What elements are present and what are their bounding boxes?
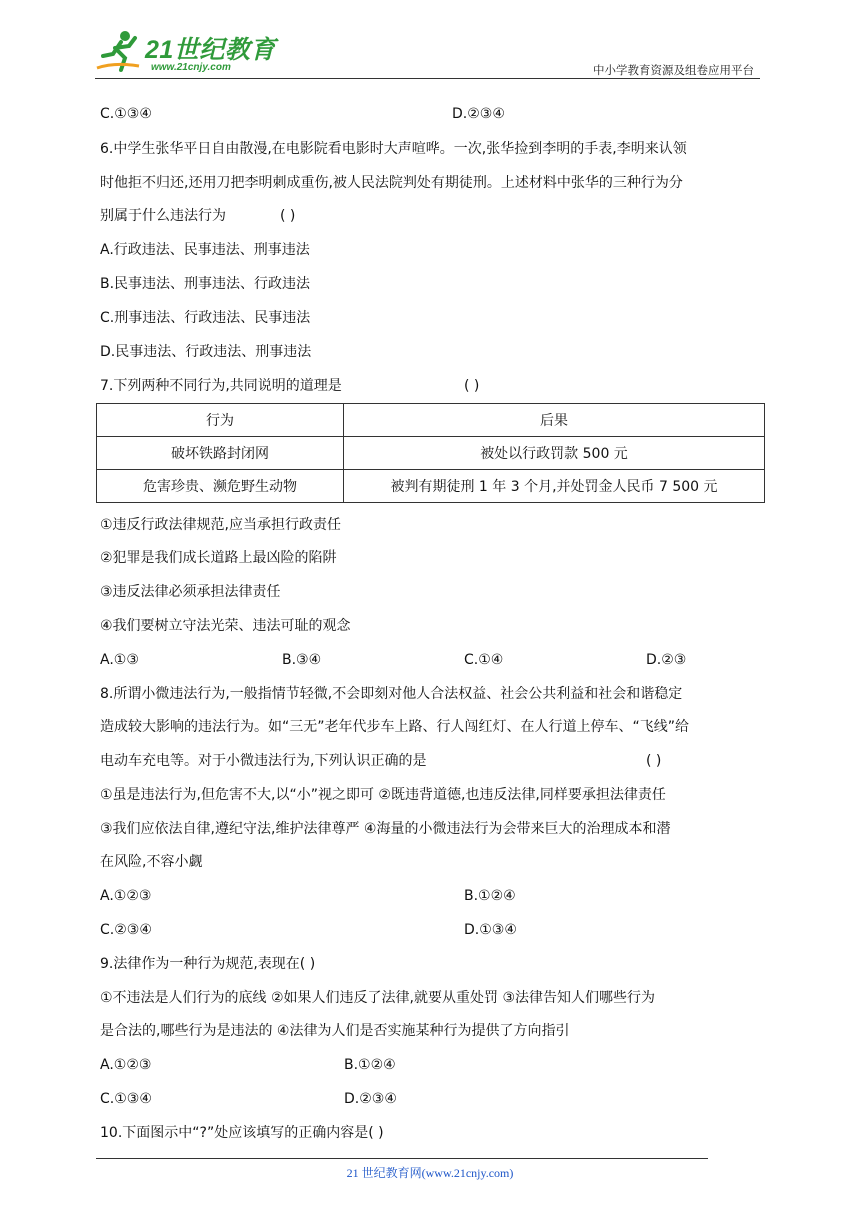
q6-option-a: A.行政违法、民事违法、刑事违法	[100, 242, 310, 258]
q8-answer-bracket: ( )	[646, 753, 662, 769]
q5-option-c: C.①③④	[100, 106, 152, 122]
table-cell: 被判有期徒刑 1 年 3 个月,并处罚金人民币 7 500 元	[344, 470, 765, 503]
q7-answer-bracket: ( )	[464, 378, 480, 394]
q9-statements-line-2: 是合法的,哪些行为是违法的 ④法律为人们是否实施某种行为提供了方向指引	[100, 1023, 570, 1039]
running-figure-icon	[95, 28, 145, 76]
q6-option-c: C.刑事违法、行政违法、民事违法	[100, 310, 311, 326]
q8-option-a: A.①②③	[100, 888, 152, 904]
q6-stem-line-2: 时他拒不归还,还用刀把李明刺成重伤,被人民法院判处有期徒刑。上述材料中张华的三种行为分	[100, 175, 683, 191]
q5-option-d: D.②③④	[452, 106, 505, 122]
q8-option-d: D.①③④	[464, 922, 517, 938]
logo-url: www.21cnjy.com	[151, 62, 231, 73]
q7-option-d: D.②③	[646, 652, 687, 668]
q8-statements-line-3: 在风险,不容小觑	[100, 854, 203, 870]
table-header-row	[97, 404, 765, 437]
q9-statements-line-1: ①不违法是人们行为的底线 ②如果人们违反了法律,就要从重处罚 ③法律告知人们哪些行为	[100, 990, 656, 1006]
q6-option-d: D.民事违法、行政违法、刑事违法	[100, 344, 312, 360]
q7-option-a: A.①③	[100, 652, 139, 668]
q6-answer-bracket: ( )	[280, 208, 296, 224]
q6-option-b: B.民事违法、刑事违法、行政违法	[100, 276, 311, 292]
q7-statement-1: ①违反行政法律规范,应当承担行政责任	[100, 517, 341, 533]
q6-stem-line-3: 别属于什么违法行为	[100, 208, 226, 224]
header-divider	[95, 78, 760, 79]
logo-wordmark: 21世纪教育	[145, 36, 276, 64]
q8-stem-line-1: 8.所谓小微违法行为,一般指情节轻微,不会即刻对他人合法权益、社会公共利益和社会和谐稳定	[100, 686, 683, 702]
q9-stem: 9.法律作为一种行为规范,表现在( )	[100, 956, 316, 972]
site-logo[interactable]	[95, 28, 285, 76]
table-row	[97, 437, 765, 470]
q8-statements-line-2: ③我们应依法自律,遵纪守法,维护法律尊严 ④海量的小微违法行为会带来巨大的治理成本和潜	[100, 821, 671, 837]
table-header-cell: 后果	[344, 404, 765, 437]
q7-option-b: B.③④	[282, 652, 322, 668]
table-cell: 被处以行政罚款 500 元	[344, 437, 765, 470]
q7-table	[96, 403, 765, 503]
q8-option-b: B.①②④	[464, 888, 516, 904]
table-cell: 危害珍贵、濒危野生动物	[97, 470, 344, 503]
q8-stem-line-2: 造成较大影响的违法行为。如“三无”老年代步车上路、行人闯红灯、在人行道上停车、“飞线”给	[100, 719, 690, 735]
table-header-cell: 行为	[97, 404, 344, 437]
q7-stem: 7.下列两种不同行为,共同说明的道理是	[100, 378, 342, 394]
q8-statements-line-1: ①虽是违法行为,但危害不大,以“小”视之即可 ②既违背道德,也违反法律,同样要承担法律责任	[100, 787, 666, 803]
table-cell: 破坏铁路封闭网	[97, 437, 344, 470]
q9-option-d: D.②③④	[344, 1091, 397, 1107]
q8-option-c: C.②③④	[100, 922, 152, 938]
page-header	[95, 28, 760, 78]
q10-stem: 10.下面图示中“?”处应该填写的正确内容是( )	[100, 1125, 384, 1141]
q6-stem-line-1: 6.中学生张华平日自由散漫,在电影院看电影时大声喧哗。一次,张华捡到李明的手表,李明来认领	[100, 141, 687, 157]
q9-option-c: C.①③④	[100, 1091, 152, 1107]
q8-stem-line-3: 电动车充电等。对于小微违法行为,下列认识正确的是	[100, 753, 427, 769]
q7-statement-4: ④我们要树立守法光荣、违法可耻的观念	[100, 618, 351, 634]
table-row	[97, 470, 765, 503]
q9-option-a: A.①②③	[100, 1057, 152, 1073]
q7-option-c: C.①④	[464, 652, 504, 668]
header-tagline: 中小学教育资源及组卷应用平台	[593, 63, 754, 77]
page-footer[interactable]: 21 世纪教育网(www.21cnjy.com)	[346, 1166, 514, 1180]
footer-divider	[96, 1158, 708, 1159]
q7-statement-3: ③违反法律必须承担法律责任	[100, 584, 281, 600]
q9-option-b: B.①②④	[344, 1057, 396, 1073]
q7-statement-2: ②犯罪是我们成长道路上最凶险的陷阱	[100, 550, 337, 566]
